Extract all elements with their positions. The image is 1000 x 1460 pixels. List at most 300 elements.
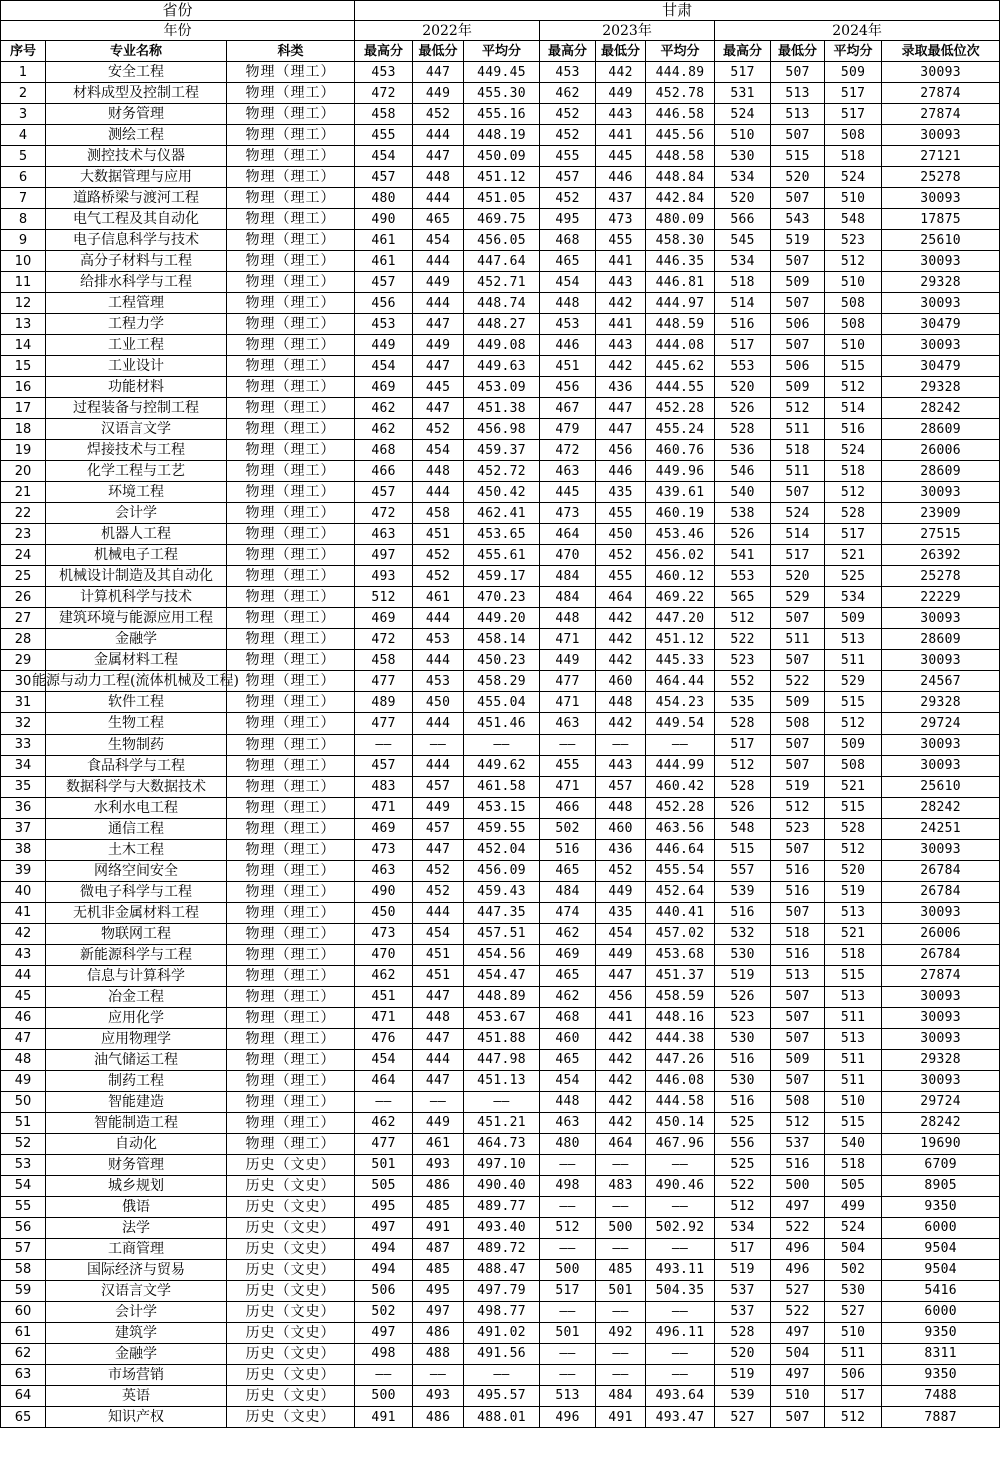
- table-row: [1, 62, 1000, 83]
- table-row: [1, 1133, 1000, 1154]
- score-2024-max: 537: [715, 1301, 771, 1322]
- score-2023-avg: 449.54: [646, 713, 715, 734]
- subject-category: 物理（理工）: [227, 146, 355, 167]
- score-2024-max: 532: [715, 923, 771, 944]
- table-row: [1, 335, 1000, 356]
- rank-2024-min: 27874: [882, 83, 1000, 104]
- score-2023-min: ——: [596, 1196, 646, 1217]
- score-2023-min: 447: [596, 419, 646, 440]
- score-2023-max: 451: [540, 356, 596, 377]
- score-2024-avg: 499: [825, 1196, 882, 1217]
- score-2024-max: 526: [715, 524, 771, 545]
- score-2024-avg: 509: [825, 62, 882, 83]
- score-2022-avg: 469.75: [464, 209, 540, 230]
- score-2024-max: 536: [715, 440, 771, 461]
- score-2024-max: 517: [715, 62, 771, 83]
- score-2022-min: 444: [413, 608, 464, 629]
- row-index: 9: [1, 230, 46, 251]
- score-2022-min: 486: [413, 1322, 464, 1343]
- score-2022-min: 497: [413, 1301, 464, 1322]
- col-index: 序号: [1, 41, 46, 62]
- score-2023-avg: 455.24: [646, 419, 715, 440]
- score-2023-min: 443: [596, 755, 646, 776]
- score-2022-avg: 448.74: [464, 293, 540, 314]
- major-name: 网络空间安全: [46, 860, 227, 881]
- table-row: [1, 503, 1000, 524]
- table-row: [1, 944, 1000, 965]
- major-name: 高分子材料与工程: [46, 251, 227, 272]
- score-2024-max: 516: [715, 902, 771, 923]
- score-2024-min: 512: [771, 398, 825, 419]
- score-2023-max: 495: [540, 209, 596, 230]
- subject-category: 物理（理工）: [227, 62, 355, 83]
- score-2024-avg: 513: [825, 902, 882, 923]
- subject-category: 历史（文史）: [227, 1385, 355, 1406]
- subject-category: 历史（文史）: [227, 1407, 355, 1428]
- province-row: [1, 1, 1000, 21]
- major-name: 俄语: [46, 1196, 227, 1217]
- major-name: 信息与计算科学: [46, 965, 227, 986]
- major-name: 过程装备与控制工程: [46, 398, 227, 419]
- row-index: 36: [1, 797, 46, 818]
- subject-category: 物理（理工）: [227, 629, 355, 650]
- score-2023-avg: 447.26: [646, 1049, 715, 1070]
- major-name: 会计学: [46, 503, 227, 524]
- score-2023-avg: ——: [646, 1301, 715, 1322]
- score-2022-avg: 498.77: [464, 1301, 540, 1322]
- score-2024-avg: 534: [825, 587, 882, 608]
- score-2024-avg: 528: [825, 503, 882, 524]
- score-2022-max: ——: [355, 734, 413, 755]
- score-2024-max: 548: [715, 818, 771, 839]
- rank-2024-min: 26392: [882, 545, 1000, 566]
- score-2024-avg: 540: [825, 1133, 882, 1154]
- score-2023-avg: ——: [646, 734, 715, 755]
- score-2022-avg: 470.23: [464, 587, 540, 608]
- score-2022-max: 456: [355, 293, 413, 314]
- score-2022-min: 447: [413, 62, 464, 83]
- score-2024-avg: 504: [825, 1238, 882, 1259]
- major-name: 水利水电工程: [46, 797, 227, 818]
- score-2023-max: 516: [540, 839, 596, 860]
- rank-2024-min: 27874: [882, 104, 1000, 125]
- score-2023-min: 500: [596, 1217, 646, 1238]
- score-2022-avg: 457.51: [464, 923, 540, 944]
- row-index: 15: [1, 356, 46, 377]
- score-2024-min: 508: [771, 713, 825, 734]
- rank-2024-min: 30093: [882, 125, 1000, 146]
- row-index: 61: [1, 1322, 46, 1343]
- major-name: 智能建造: [46, 1091, 227, 1112]
- score-2023-min: 455: [596, 566, 646, 587]
- row-index: 40: [1, 881, 46, 902]
- major-name: 建筑学: [46, 1322, 227, 1343]
- table-row: [1, 1259, 1000, 1280]
- row-index: 6: [1, 167, 46, 188]
- subject-category: 物理（理工）: [227, 356, 355, 377]
- score-2024-min: 497: [771, 1196, 825, 1217]
- score-2024-max: 534: [715, 1217, 771, 1238]
- rank-2024-min: 28609: [882, 419, 1000, 440]
- score-2023-avg: 445.62: [646, 356, 715, 377]
- score-2023-avg: 445.33: [646, 650, 715, 671]
- score-2024-avg: 512: [825, 251, 882, 272]
- score-2023-max: ——: [540, 734, 596, 755]
- score-2023-avg: 447.20: [646, 608, 715, 629]
- score-2023-max: 465: [540, 1049, 596, 1070]
- score-2022-max: 483: [355, 776, 413, 797]
- major-name: 法学: [46, 1217, 227, 1238]
- score-2022-min: 447: [413, 839, 464, 860]
- score-2022-max: 463: [355, 860, 413, 881]
- score-2024-avg: 510: [825, 335, 882, 356]
- score-2022-avg: 490.40: [464, 1175, 540, 1196]
- score-2024-avg: 529: [825, 671, 882, 692]
- score-2024-max: 510: [715, 125, 771, 146]
- major-name: 大数据管理与应用: [46, 167, 227, 188]
- score-2023-max: 465: [540, 965, 596, 986]
- score-2023-avg: ——: [646, 1238, 715, 1259]
- row-index: 10: [1, 251, 46, 272]
- score-2022-max: ——: [355, 1091, 413, 1112]
- subject-category: 物理（理工）: [227, 965, 355, 986]
- score-2022-avg: 448.89: [464, 986, 540, 1007]
- score-2024-max: 528: [715, 419, 771, 440]
- row-index: 58: [1, 1259, 46, 1280]
- score-2024-max: 530: [715, 146, 771, 167]
- subject-category: 历史（文史）: [227, 1364, 355, 1385]
- col-category: 科类: [227, 41, 355, 62]
- row-index: 34: [1, 755, 46, 776]
- row-index: 57: [1, 1238, 46, 1259]
- score-2022-min: 445: [413, 377, 464, 398]
- score-2024-avg: 513: [825, 629, 882, 650]
- major-name: 给排水科学与工程: [46, 272, 227, 293]
- table-row: [1, 482, 1000, 503]
- score-2024-min: 510: [771, 1385, 825, 1406]
- score-2024-max: 519: [715, 1259, 771, 1280]
- rank-2024-min: 17875: [882, 209, 1000, 230]
- subject-category: 物理（理工）: [227, 188, 355, 209]
- subject-category: 物理（理工）: [227, 671, 355, 692]
- score-2022-avg: 448.19: [464, 125, 540, 146]
- row-index: 55: [1, 1196, 46, 1217]
- score-2024-max: 518: [715, 272, 771, 293]
- score-2022-avg: 459.43: [464, 881, 540, 902]
- score-2022-max: 450: [355, 902, 413, 923]
- score-2023-max: 468: [540, 1007, 596, 1028]
- score-2024-min: 529: [771, 587, 825, 608]
- rank-2024-min: 30093: [882, 1007, 1000, 1028]
- score-2023-avg: 453.46: [646, 524, 715, 545]
- major-name: 市场营销: [46, 1364, 227, 1385]
- score-2024-max: 522: [715, 1175, 771, 1196]
- score-2024-min: 496: [771, 1238, 825, 1259]
- score-2024-min: 516: [771, 860, 825, 881]
- score-2024-max: 552: [715, 671, 771, 692]
- score-2022-max: 512: [355, 587, 413, 608]
- subject-category: 历史（文史）: [227, 1301, 355, 1322]
- score-2022-min: 444: [413, 650, 464, 671]
- rank-2024-min: 26784: [882, 944, 1000, 965]
- score-2022-avg: 449.63: [464, 356, 540, 377]
- score-2023-min: ——: [596, 1343, 646, 1364]
- score-2022-max: 497: [355, 1322, 413, 1343]
- score-2022-avg: 455.61: [464, 545, 540, 566]
- subject-category: 物理（理工）: [227, 986, 355, 1007]
- score-2023-avg: 480.09: [646, 209, 715, 230]
- subject-category: 物理（理工）: [227, 692, 355, 713]
- score-2024-max: 553: [715, 566, 771, 587]
- major-name: 应用物理学: [46, 1028, 227, 1049]
- score-2023-min: 443: [596, 272, 646, 293]
- score-2024-max: 512: [715, 608, 771, 629]
- score-2024-avg: 524: [825, 440, 882, 461]
- score-2023-avg: 444.58: [646, 1091, 715, 1112]
- row-index: 64: [1, 1385, 46, 1406]
- score-2023-max: 457: [540, 167, 596, 188]
- rank-2024-min: 19690: [882, 1133, 1000, 1154]
- score-2022-max: 457: [355, 167, 413, 188]
- row-index: 45: [1, 986, 46, 1007]
- score-2022-avg: 459.55: [464, 818, 540, 839]
- major-name: 金融学: [46, 1343, 227, 1364]
- score-2024-min: 508: [771, 1091, 825, 1112]
- table-row: [1, 356, 1000, 377]
- subject-category: 物理（理工）: [227, 860, 355, 881]
- score-2024-max: 534: [715, 251, 771, 272]
- score-2022-avg: ——: [464, 1091, 540, 1112]
- score-2022-avg: 449.62: [464, 755, 540, 776]
- row-index: 12: [1, 293, 46, 314]
- rank-2024-min: 25610: [882, 776, 1000, 797]
- score-2024-max: 512: [715, 755, 771, 776]
- score-2024-max: 565: [715, 587, 771, 608]
- score-2022-avg: 459.37: [464, 440, 540, 461]
- score-2023-min: 483: [596, 1175, 646, 1196]
- table-row: [1, 902, 1000, 923]
- major-name: 金融学: [46, 629, 227, 650]
- score-2023-avg: 444.89: [646, 62, 715, 83]
- table-row: [1, 797, 1000, 818]
- score-2023-max: 462: [540, 83, 596, 104]
- score-2024-min: 515: [771, 146, 825, 167]
- score-2023-max: 470: [540, 545, 596, 566]
- score-2023-avg: 449.96: [646, 461, 715, 482]
- score-2022-max: 477: [355, 671, 413, 692]
- row-index: 56: [1, 1217, 46, 1238]
- major-name: 土木工程: [46, 839, 227, 860]
- score-2023-avg: 454.23: [646, 692, 715, 713]
- score-2024-max: 539: [715, 1385, 771, 1406]
- row-index: 21: [1, 482, 46, 503]
- score-2022-avg: 447.64: [464, 251, 540, 272]
- rank-2024-min: 30479: [882, 314, 1000, 335]
- score-2024-avg: 513: [825, 1028, 882, 1049]
- score-2023-min: 449: [596, 881, 646, 902]
- score-2022-min: 449: [413, 1112, 464, 1133]
- score-2023-max: 465: [540, 860, 596, 881]
- rank-2024-min: 6709: [882, 1154, 1000, 1175]
- score-2024-min: 500: [771, 1175, 825, 1196]
- score-2024-avg: 510: [825, 188, 882, 209]
- row-index: 11: [1, 272, 46, 293]
- row-index: 62: [1, 1343, 46, 1364]
- score-2022-max: 462: [355, 419, 413, 440]
- score-2024-avg: 509: [825, 734, 882, 755]
- rank-2024-min: 9350: [882, 1322, 1000, 1343]
- score-2022-min: 444: [413, 755, 464, 776]
- table-row: [1, 734, 1000, 755]
- score-2024-min: 507: [771, 1070, 825, 1091]
- score-2022-max: 454: [355, 356, 413, 377]
- score-2022-avg: 462.41: [464, 503, 540, 524]
- rank-2024-min: 30093: [882, 755, 1000, 776]
- score-2023-min: 441: [596, 125, 646, 146]
- rank-2024-min: 9350: [882, 1196, 1000, 1217]
- row-index: 4: [1, 125, 46, 146]
- score-2022-min: 452: [413, 881, 464, 902]
- score-2023-avg: 458.30: [646, 230, 715, 251]
- score-2023-avg: 444.55: [646, 377, 715, 398]
- score-2022-max: 506: [355, 1280, 413, 1301]
- score-2023-avg: ——: [646, 1343, 715, 1364]
- table-row: [1, 146, 1000, 167]
- score-2022-max: 501: [355, 1154, 413, 1175]
- score-2024-max: 520: [715, 1343, 771, 1364]
- year-2024: 2024年: [715, 21, 1000, 41]
- rank-2024-min: 29328: [882, 377, 1000, 398]
- major-name: 城乡规划: [46, 1175, 227, 1196]
- score-2023-avg: 464.44: [646, 671, 715, 692]
- score-2023-avg: 502.92: [646, 1217, 715, 1238]
- score-2023-min: 447: [596, 398, 646, 419]
- score-2024-min: 507: [771, 1007, 825, 1028]
- score-2022-min: 451: [413, 965, 464, 986]
- score-2022-max: 453: [355, 62, 413, 83]
- score-2022-min: 486: [413, 1407, 464, 1428]
- score-2024-max: 527: [715, 1407, 771, 1428]
- score-2023-max: 455: [540, 755, 596, 776]
- score-2023-max: 484: [540, 881, 596, 902]
- score-2022-min: 449: [413, 335, 464, 356]
- score-2023-max: 462: [540, 923, 596, 944]
- score-2022-max: 471: [355, 797, 413, 818]
- score-2023-min: 501: [596, 1280, 646, 1301]
- subject-category: 物理（理工）: [227, 566, 355, 587]
- score-2024-avg: 517: [825, 83, 882, 104]
- subject-category: 物理（理工）: [227, 167, 355, 188]
- score-2023-max: 469: [540, 944, 596, 965]
- score-2022-min: 451: [413, 944, 464, 965]
- row-index: 27: [1, 608, 46, 629]
- score-2024-avg: 511: [825, 1007, 882, 1028]
- major-name: 机器人工程: [46, 524, 227, 545]
- subject-category: 历史（文史）: [227, 1343, 355, 1364]
- score-2023-max: ——: [540, 1301, 596, 1322]
- score-2024-min: 516: [771, 944, 825, 965]
- rank-2024-min: 27121: [882, 146, 1000, 167]
- score-2023-min: 442: [596, 713, 646, 734]
- score-2024-max: 546: [715, 461, 771, 482]
- row-index: 63: [1, 1364, 46, 1385]
- row-index: 39: [1, 860, 46, 881]
- score-2024-max: 522: [715, 629, 771, 650]
- subject-category: 物理（理工）: [227, 1091, 355, 1112]
- score-2023-max: 463: [540, 1112, 596, 1133]
- score-2023-min: 456: [596, 440, 646, 461]
- table-row: [1, 650, 1000, 671]
- rank-2024-min: 30093: [882, 251, 1000, 272]
- table-row: [1, 419, 1000, 440]
- score-2024-max: 524: [715, 104, 771, 125]
- score-2022-avg: 493.40: [464, 1217, 540, 1238]
- score-2024-avg: 511: [825, 1070, 882, 1091]
- major-name: 电气工程及其自动化: [46, 209, 227, 230]
- major-name: 道路桥梁与渡河工程: [46, 188, 227, 209]
- rank-2024-min: 26784: [882, 860, 1000, 881]
- score-2024-min: 513: [771, 104, 825, 125]
- major-name: 材料成型及控制工程: [46, 83, 227, 104]
- score-2022-avg: 459.17: [464, 566, 540, 587]
- score-2022-max: 500: [355, 1385, 413, 1406]
- score-2022-avg: 491.02: [464, 1322, 540, 1343]
- table-row: [1, 1301, 1000, 1322]
- rank-2024-min: 30093: [882, 986, 1000, 1007]
- row-index: 53: [1, 1154, 46, 1175]
- column-header-row: [1, 41, 1000, 62]
- rank-2024-min: 30093: [882, 902, 1000, 923]
- score-2022-min: 461: [413, 587, 464, 608]
- score-2024-min: 507: [771, 1028, 825, 1049]
- subject-category: 物理（理工）: [227, 314, 355, 335]
- score-2023-max: 484: [540, 587, 596, 608]
- score-2022-avg: 451.38: [464, 398, 540, 419]
- score-2022-max: 468: [355, 440, 413, 461]
- score-2024-min: 507: [771, 125, 825, 146]
- score-2024-avg: 511: [825, 1049, 882, 1070]
- score-2022-avg: 447.98: [464, 1049, 540, 1070]
- score-2022-max: 466: [355, 461, 413, 482]
- score-2022-min: 485: [413, 1259, 464, 1280]
- subject-category: 物理（理工）: [227, 545, 355, 566]
- major-name: 新能源科学与工程: [46, 944, 227, 965]
- score-2022-min: 444: [413, 293, 464, 314]
- score-2023-avg: 455.54: [646, 860, 715, 881]
- major-name: 知识产权: [46, 1407, 227, 1428]
- score-2023-max: 468: [540, 230, 596, 251]
- score-2024-avg: 517: [825, 1385, 882, 1406]
- score-2023-min: 442: [596, 293, 646, 314]
- score-2023-min: 442: [596, 1091, 646, 1112]
- subject-category: 物理（理工）: [227, 419, 355, 440]
- score-2022-avg: 456.98: [464, 419, 540, 440]
- score-2023-min: 442: [596, 1028, 646, 1049]
- score-2022-min: 454: [413, 230, 464, 251]
- score-2022-max: 476: [355, 1028, 413, 1049]
- row-index: 13: [1, 314, 46, 335]
- score-2023-max: 517: [540, 1280, 596, 1301]
- subject-category: 历史（文史）: [227, 1322, 355, 1343]
- score-2024-max: 539: [715, 881, 771, 902]
- score-2024-avg: 515: [825, 965, 882, 986]
- rank-2024-min: 25610: [882, 230, 1000, 251]
- major-name: 通信工程: [46, 818, 227, 839]
- score-2022-max: 462: [355, 965, 413, 986]
- score-2023-avg: 446.64: [646, 839, 715, 860]
- score-2022-max: 493: [355, 566, 413, 587]
- score-2022-max: 458: [355, 650, 413, 671]
